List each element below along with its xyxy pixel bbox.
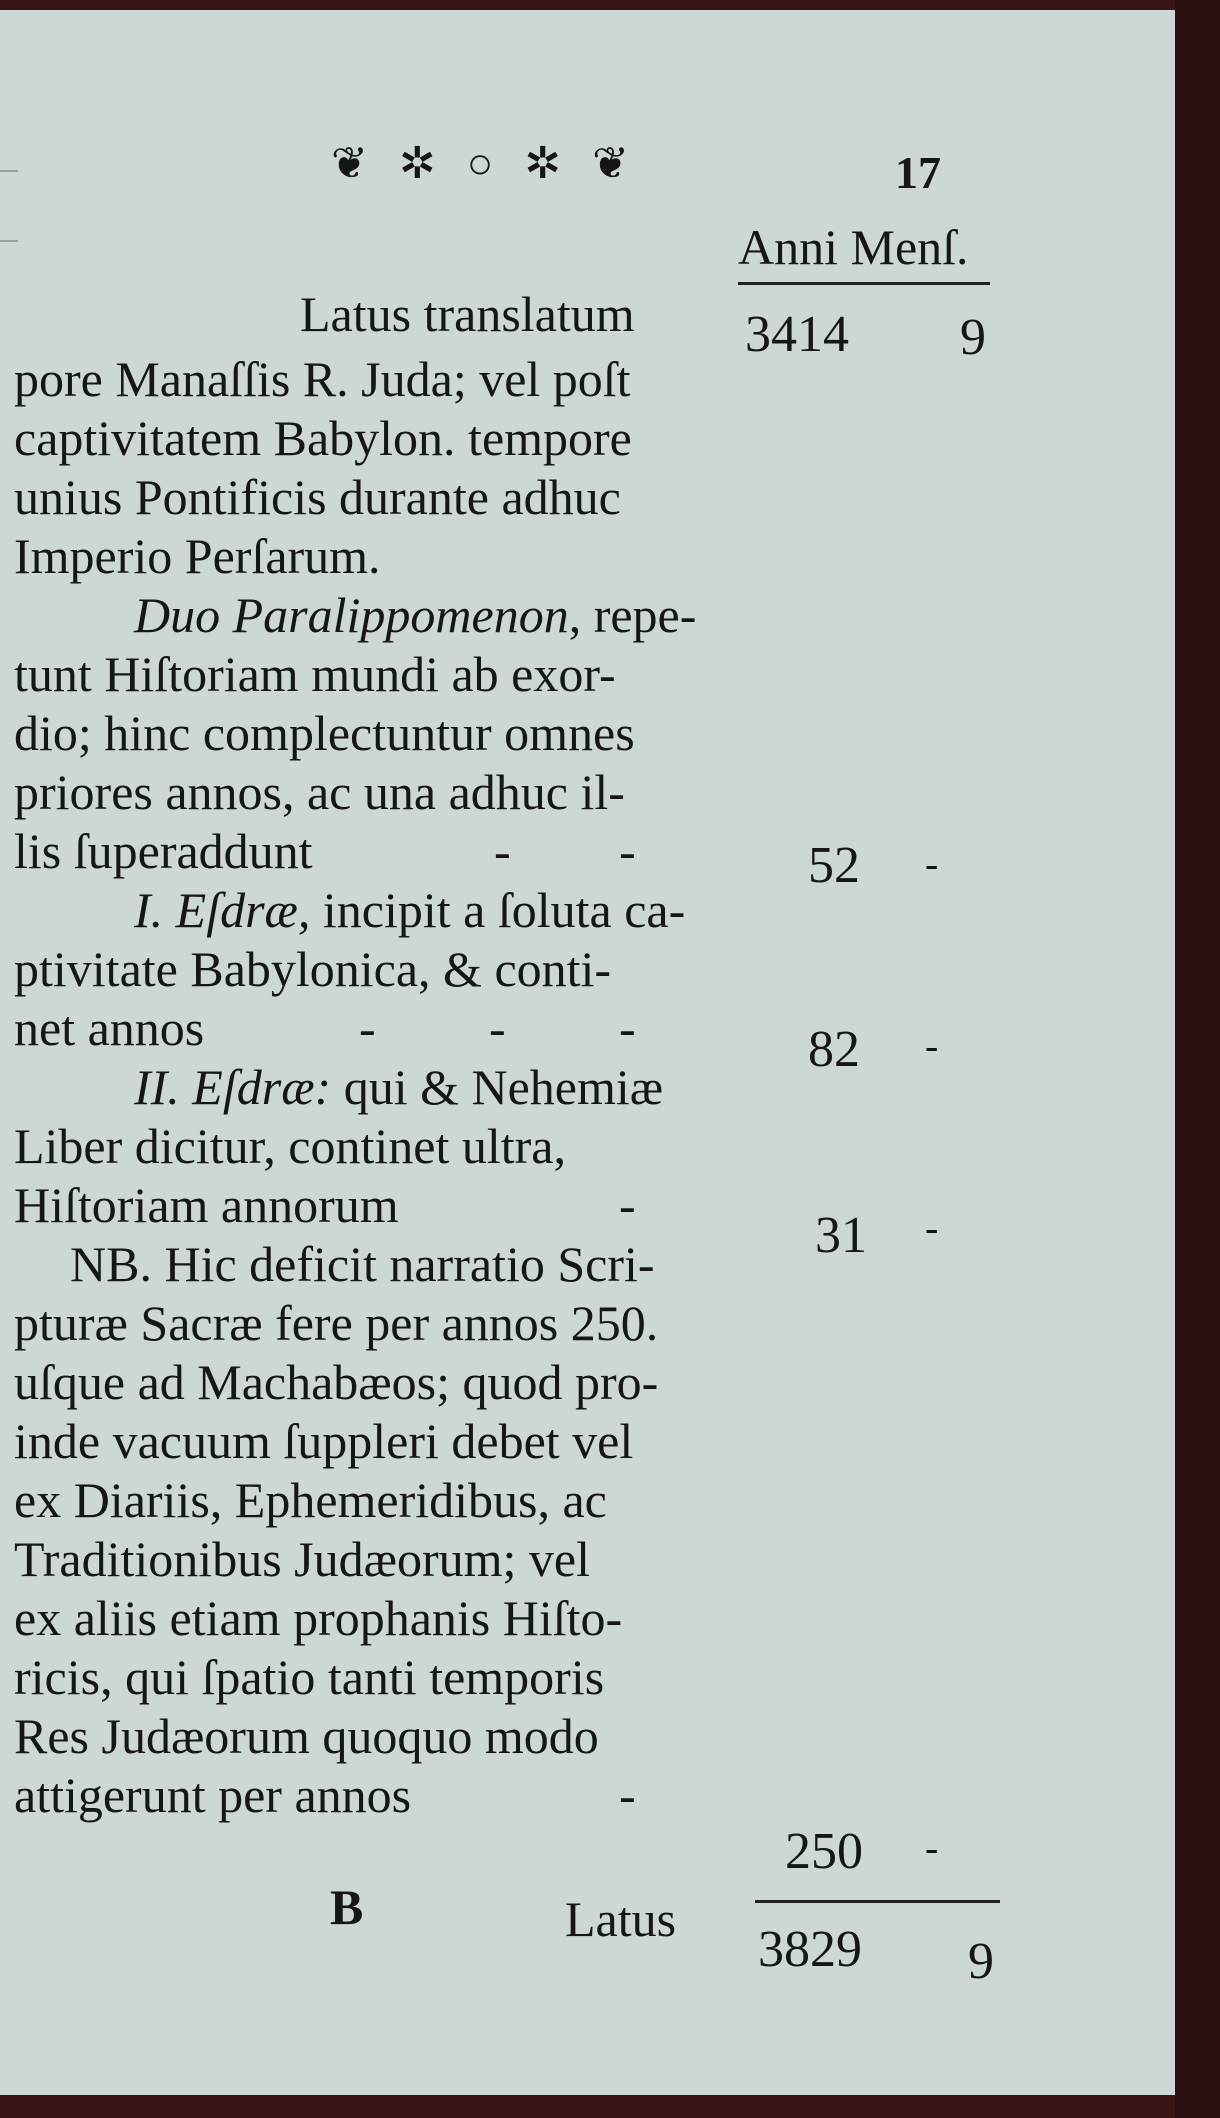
header-rule [738, 282, 990, 285]
paralipomenon-heading [14, 586, 754, 645]
nota-months: - [925, 1825, 939, 1870]
text-line [14, 999, 754, 1058]
esdrae2-months: - [925, 1205, 939, 1250]
text-line: priores annos, ac una adhuc il- [14, 764, 625, 820]
text-line: unius Pontificis durante adhuc [14, 469, 621, 525]
carried-years: 3414 [745, 306, 849, 363]
text-line: Res Judæorum quoquo modo [14, 1708, 599, 1764]
text-line: pturæ Sacræ fere per annos 250. [14, 1295, 659, 1351]
carried-label: Latus translatum [300, 286, 635, 342]
carried-months: 9 [960, 309, 986, 366]
text-line: , repe- [568, 587, 697, 643]
esdrae1-heading [14, 881, 754, 940]
header-ornament: ❦ ✲ ○ ✲ ❦ [330, 139, 640, 188]
paralipomenon-title: Duo Paralippomenon [134, 587, 569, 643]
paralipomenon-months: - [925, 841, 939, 886]
esdrae1-years: 82 [808, 1021, 860, 1078]
text-line: qui & Nehemiæ [331, 1059, 664, 1115]
dash: - [619, 1767, 636, 1823]
nota-years: 250 [785, 1823, 863, 1880]
page-number: 17 [895, 147, 941, 198]
esdrae2-heading [14, 1058, 754, 1117]
text-line [14, 1176, 754, 1235]
text-line: Imperio Perſarum. [14, 528, 381, 584]
latus-label: Latus [565, 1891, 677, 1947]
total-years: 3829 [758, 1921, 862, 1978]
text-line: Traditionibus Judæorum; vel [14, 1531, 590, 1587]
text-line: tunt Hiſtoriam mundi ab exor- [14, 646, 616, 702]
text-line: inde vacuum ſuppleri debet vel [14, 1413, 634, 1469]
text-line [14, 1766, 754, 1825]
dash: - [494, 823, 511, 879]
text-line: NB. Hic deficit narratio Scri- [70, 1236, 655, 1292]
esdrae2-title: II. Eſdræ: [134, 1059, 332, 1115]
sum-rule [755, 1900, 1000, 1903]
page-edge-shadow [1175, 0, 1220, 2118]
text-line: dio; hinc complectuntur omnes [14, 705, 635, 761]
signature-mark: B [330, 1879, 364, 1935]
dash: - [359, 1000, 376, 1056]
main-text [14, 350, 754, 1825]
text-line: incipit a ſoluta ca- [310, 882, 686, 938]
esdrae1-months: - [925, 1023, 939, 1068]
text-line: lis ſuperaddunt [14, 823, 313, 879]
text-line: uſque ad Machabæos; quod pro- [14, 1354, 659, 1410]
text-line: ex Diariis, Ephemeridibus, ac [14, 1472, 607, 1528]
total-months: 9 [968, 1933, 994, 1990]
column-header: Anni Menſ. [738, 219, 969, 275]
text-line: attigerunt per annos [14, 1767, 412, 1823]
dash: - [619, 1000, 636, 1056]
text-line: ex aliis etiam prophanis Hiſto- [14, 1590, 623, 1646]
dash: - [619, 1177, 636, 1233]
text-line: captivitatem Babylon. tempore [14, 410, 632, 466]
page-edge-mark [0, 240, 18, 242]
text-line: net annos [14, 1000, 205, 1056]
text-line: Liber dicitur, continet ultra, [14, 1118, 566, 1174]
paralipomenon-years: 52 [808, 837, 860, 894]
text-line [14, 822, 754, 881]
esdrae2-years: 31 [815, 1207, 867, 1264]
book-page [0, 10, 1178, 2095]
text-line: pore Manaſſis R. Juda; vel poſt [14, 351, 631, 407]
text-line: Hiſtoriam annorum [14, 1177, 399, 1233]
esdrae1-title: I. Eſdræ, [134, 882, 311, 938]
page-edge-mark [0, 170, 18, 172]
text-line: ptivitate Babylonica, & conti- [14, 941, 612, 997]
text-line: ricis, qui ſpatio tanti temporis [14, 1649, 605, 1705]
dash: - [489, 1000, 506, 1056]
dash: - [619, 823, 636, 879]
